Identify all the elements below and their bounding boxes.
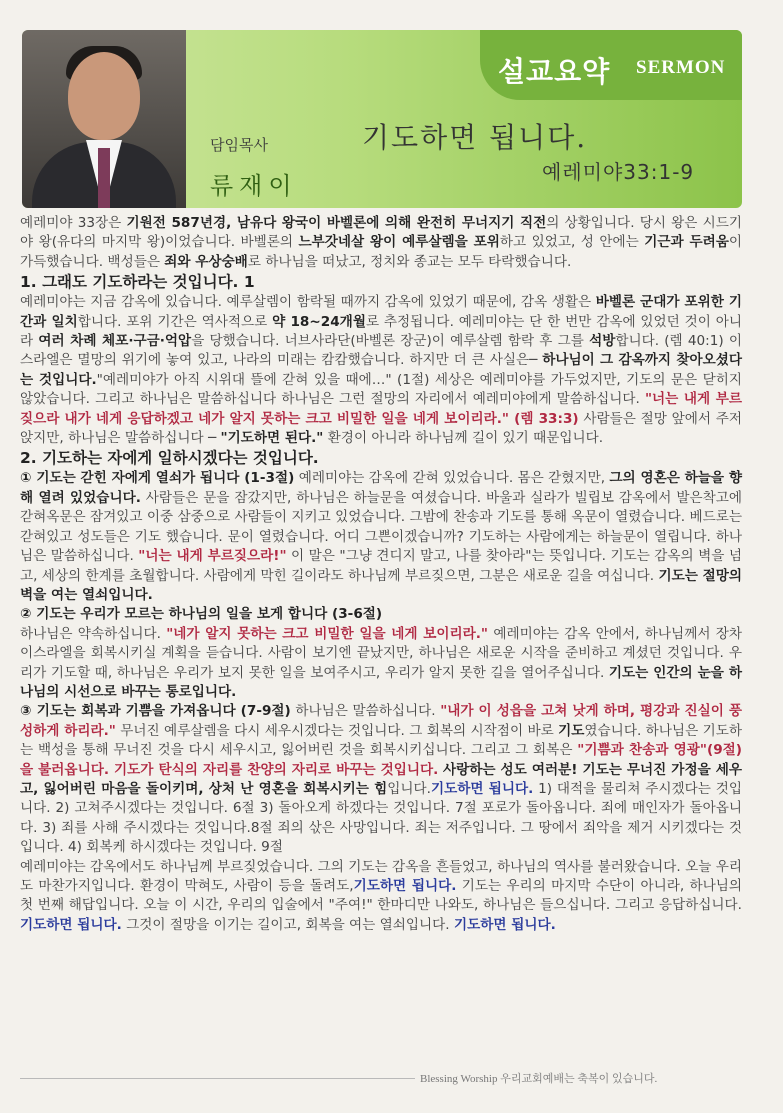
sermon-header (22, 30, 742, 208)
intro-paragraph: 예레미야 33장은 기원전 587년경, 남유다 왕국이 바벨론에 의해 완전히 무너지기 직전의 상황입니다. 당시 왕은 시드기야 왕(유다의 마지막 왕)이었습니다. 바벨론의 느부갓네살 왕이 예루살렘을 포위하고 있었고, 성 안에는 기근과 두려움이 가득했습니다. 백성들은 죄와 우상숭배로 하나님을 떠났고, 정치와 종교는 모두 타락했습니다. (20, 215, 742, 270)
pastor-name: 류재이 (210, 172, 298, 200)
closing-paragraph: 예레미야는 감옥에서도 하나님께 부르짖었습니다. 그의 기도는 감옥을 흔들었고, 하나님의 역사를 불러왔습니다. 오늘 우리도 마찬가지입니다. 환경이 막혀도, 사람이 등을 돌려도,기도하면 됩니다. 기도는 우리의 마지막 수단이 아니라, 하나님의 첫 번째 해답입니다. 오늘 이 시간, 우리의 입술에서 "주여!" 한마디만 나와도, 하나님은 들으십니다. 그리고 응답하십니다. 기도하면 됩니다. 그것이 절망을 이기는 길이고, 회복을 여는 열쇠입니다. 기도하면 됩니다. (20, 858, 742, 933)
subsection-3-title: ③ 기도는 회복과 기쁨을 가져옵니다 (7-9절) (20, 703, 291, 720)
sermon-body: 예레미야 33장은 기원전 587년경, 남유다 왕국이 바벨론에 의해 완전히 무너지기 직전의 상황입니다. 당시 왕은 시드기야 왕(유다의 마지막 왕)이었습니다. 바벨론의 느부갓네살 왕이 예루살렘을 포위하고 있었고, 성 안에는 기근과 두려움이 가득했습니다. 백성들은 죄와 우상숭배로 하나님을 떠났고, 정치와 종교는 모두 타락했습니다. 1. 그래도 기도하라는 것입니다. 1 예레미야는 지금 감옥에 있습니다. 예루살렘이 함락될 때까지 감옥에 있었기 때문에, 감옥 생활은 바벨론 군대가 포위한 기간과 일치합니다. 포위 기간은 역사적으로 약 18~24개월로 추정됩니다. 예레미야는 단 한 번만 감옥에 있었던 것이 아니라 여러 차례 체포·구금·억압을 당했습니다. 너브사라단(바벨론 장군)이 예루살렘 함락 후 그를 석방합니다. (렘 40:1) 이스라엘은 멸망의 위기에 놓여 있고, 나라의 미래는 캄캄했습니다. 하지만 더 큰 사실은─ 하나님이 그 감옥까지 찾아오셨다는 것입니다."예레미야가 아직 시위대 뜰에 갇혀 있을 때에…" (1절) 세상은 예레미야를 가두었지만, 기도의 문은 닫히지 않았습니다. 그리고 하나님은 말씀하십니다 하나님은 그런 절망의 자리에서 예레미야에게 말씀하십니다. "너는 내게 부르짖으라 내가 네게 응답하겠고 네가 알지 못하는 크고 비밀한 일을 네게 보이리라." (렘 33:3) 사람들은 절망 앞에서 주저앉지만, 하나님은 말씀하십니다 ─ "기도하면 된다." 환경이 아니라 하나님께 길이 있기 때문입니다. 2. 기도하는 자에게 일하시겠다는 것입니다. ① 기도는 갇힌 자에게 열쇠가 됩니다 (1-3절) 예레미야는 감옥에 갇혀 있었습니다. 몸은 갇혔지만, 그의 영혼은 하늘을 향해 열려 있었습니다. 사람들은 문을 잠갔지만, 하나님은 하늘문을 여셨습니다. 바울과 실라가 빌립보 감옥에서 발은착고에 갇혀옥문은 잠겨있고 이중 삼중으로 사람들이 지키고 있었습니다. 그밤에 찬송과 기도를 통해 옥문이 열렸습니다. 베드로는 갇혀있고 성도들은 기도 했습니다. 문이 열렸습니다. 어디 그쁜이겠습니까? 기도하는 사람에게는 하늘문이 열립니다. 하나님은 말씀하십니다. "너는 내게 부르짖으라!" 이 말은 "그냥 견디지 말고, 나를 찾아라"는 뜻입니다. 기도는 감옥의 벽을 넘고, 세상의 한계를 초월합니다. 사람에게 막힌 길이라도 하나님께 부르짖으면, 그분은 새로운 길을 여십니다. 기도는 절망의 벽을 여는 열쇠입니다. ② 기도는 우리가 모르는 하나님의 일을 보게 합니다 (3-6절) 하나님은 약속하십니다. "네가 알지 못하는 크고 비밀한 일을 네게 보이리라." 예레미야는 감옥 안에서, 하나님께서 장차 이스라엘을 회복시키실 계획을 듣습니다. 사람이 보기엔 끝났지만, 하나님은 새로운 시작을 준비하고 계셨던 것입니다. 우리가 기도할 때, 하나님은 우리가 보지 못한 일을 보여주시고, 우리가 알지 못한 길을 열어주십니다. 기도는 인간의 눈을 하나님의 시선으로 바꾸는 통로입니다. ③ 기도는 회복과 기쁨을 가져옵니다 (7-9절) 하나님은 말씀하십니다. "내가 이 성읍을 고쳐 낫게 하며, 평강과 진실이 풍성하게 하리라." 무너진 예루살렘을 다시 세우시겠다는 것입니다. 그 회복의 시작점이 바로 기도였습니다. 하나님은 기도하는 백성을 통해 무너진 것을 다시 세우시고, 잃어버린 것을 회복시키십니다. 그리고 그 회복은 "기쁨과 찬송과 영광"(9절)을 불러옵니다. 기도가 탄식의 자리를 찬양의 자리로 바꾸는 것입니다. 사랑하는 성도 여러분! 기도는 무너진 가정을 세우고, 잃어버린 마음을 돌이키며, 상처 난 영혼을 회복시키는 힘입니다.기도하면 됩니다. 1) 대적을 물리쳐 주시겠다는 것입니다. 2) 고쳐주시겠다는 것입니다. 6절 3) 돌아오게 하겠다는 것입니다. 7절 포로가 돌아옵니다. 죄에 매인자가 돌아옵니다. 3) 죄를 사해 주시겠다는 것입니다.8절 죄의 삯은 사망입니다. 죄는 저주입니다. 그 땅에서 죄악을 제거 시키겠다는 것입니다. 4) 회복케 하시겠다는 것입니다. 9절 예레미야는 감옥에서도 하나님께 부르짖었습니다. 그의 기도는 감옥을 흔들었고, 하나님의 역사를 불러왔습니다. 오늘 우리도 마찬가지입니다. 환경이 막혀도, 사람이 등을 돌려도,기도하면 됩니다. 기도는 우리의 마지막 수단이 아니라, 하나님의 첫 번째 해답입니다. 오늘 이 시간, 우리의 입술에서 "주여!" 한마디만 나와도, 하나님은 들으십니다. 그리고 응답하십니다. 기도하면 됩니다. 그것이 절망을 이기는 길이고, 회복을 여는 열쇠입니다. 기도하면 됩니다. (20, 214, 742, 935)
section-1-paragraph: 예레미야는 지금 감옥에 있습니다. 예루살렘이 함락될 때까지 감옥에 있었기 때문에, 감옥 생활은 바벨론 군대가 포위한 기간과 일치합니다. 포위 기간은 역사적으로 약 18~24개월로 추정됩니다. 예레미야는 단 한 번만 감옥에 있었던 것이 아니라 여러 차례 체포·구금·억압을 당했습니다. 너브사라단(바벨론 장군)이 예루살렘 함락 후 그를 석방합니다. (렘 40:1) 이스라엘은 멸망의 위기에 놓여 있고, 나라의 미래는 캄캄했습니다. 하지만 더 큰 사실은─ 하나님이 그 감옥까지 찾아오셨다는 것입니다."예레미야가 아직 시위대 뜰에 갇혀 있을 때에…" (1절) 세상은 예레미야를 가두었지만, 기도의 문은 닫히지 않았습니다. 그리고 하나님은 말씀하십니다 하나님은 그런 절망의 자리에서 예레미야에게 말씀하십니다. "너는 내게 부르짖으라 내가 네게 응답하겠고 네가 알지 못하는 크고 비밀한 일을 네게 보이리라." (렘 33:3) 사람들은 절망 앞에서 주저앉지만, 하나님은 말씀하십니다 ─ "기도하면 된다." 환경이 아니라 하나님께 길이 있기 때문입니다. (20, 294, 743, 447)
scripture-reference: 예레미야33:1-9 (542, 160, 695, 184)
sermon-title: 기도하면 됩니다. (362, 121, 588, 154)
footer-divider (20, 1078, 415, 1079)
footer-tagline: Blessing Worship 우리교회예배는 축복이 있습니다. (420, 1073, 658, 1085)
section-heading-1: 1. 그래도 기도하라는 것입니다. 1 (20, 273, 255, 292)
sermon-label-korean: 설교요약 (498, 55, 611, 88)
sermon-label-english: SERMON (636, 57, 726, 78)
pastor-photo (22, 30, 186, 208)
subsection-2-title: ② 기도는 우리가 모르는 하나님의 일을 보게 합니다 (3-6절) (20, 606, 383, 623)
subsection-1-title: ① 기도는 갇힌 자에게 열쇠가 됩니다 (1-3절) (20, 470, 295, 487)
section-heading-2: 2. 기도하는 자에게 일하시겠다는 것입니다. (20, 449, 319, 468)
pastor-role: 담임목사 (210, 136, 268, 154)
